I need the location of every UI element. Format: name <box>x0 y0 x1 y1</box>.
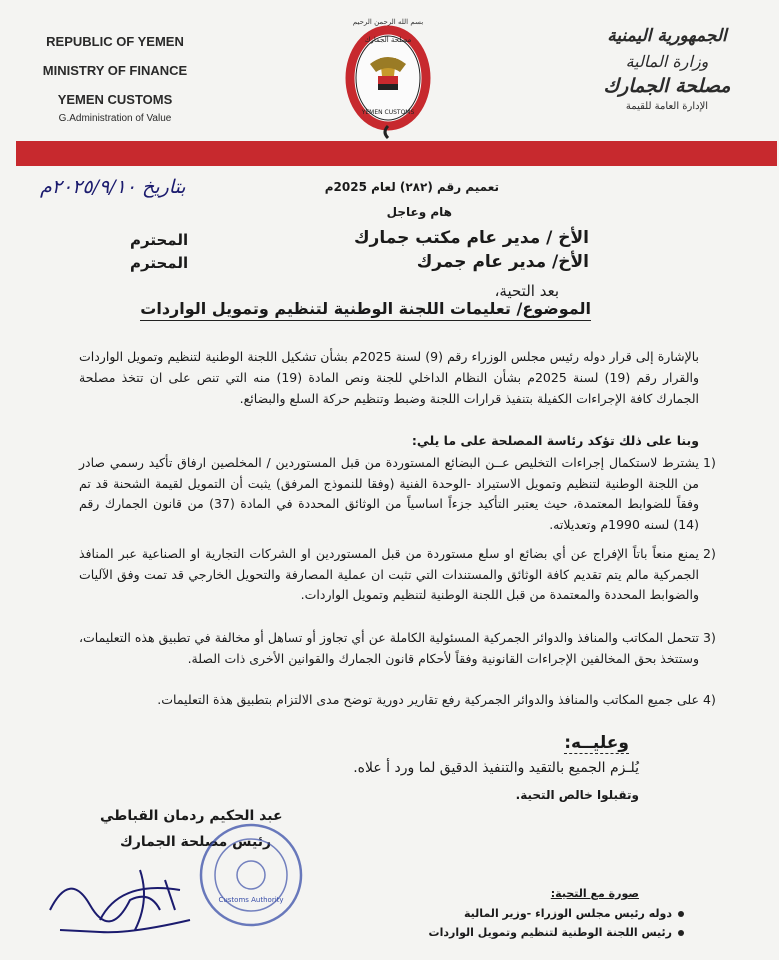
lead-in-paragraph: وبنا على ذلك تؤكد رئاسة المصلحة على ما يلي: <box>411 433 699 448</box>
closing-thanks: وتقبلوا خالص التحية. <box>515 788 639 802</box>
header-arabic <box>577 26 757 112</box>
intro-paragraph: بالإشارة إلى قرار دوله رئيس مجلس الوزراء رقم (9) لسنة 2025م بشأن تشكيل اللجنة الوطنية لتنظيم وتمويل الواردات والقرار رقم (19) لسنة 2025م بشأن النظام الداخلي للجنة ونص المادة (19) منه التي تنص على ان تتخذ مصلحة الجمارك كافة الإجراءات الكفيلة بتنفيذ قرارات اللجنة وضبط وتنظيم حركة السلع والبضائع. <box>79 349 700 406</box>
emblem-basmala: بسم الله الرحمن الرحيم <box>352 18 424 26</box>
letter-date: بتاريخ ٢٠٢٥/٩/١٠م <box>40 176 186 198</box>
copy-recipient: رئيس اللجنة الوطنية لتنظيم وتمويل الواردات <box>429 926 684 939</box>
header-customs: YEMEN CUSTOMS <box>57 92 173 107</box>
instruction-item <box>79 453 716 535</box>
header-ar-customs: مصلحة الجمارك <box>603 75 731 97</box>
recipient-2: الأخ/ مدير عام جمرك <box>416 252 589 272</box>
item-number: 4) <box>703 692 716 707</box>
instruction-item <box>79 544 716 606</box>
urgent-label: هام وعاجل <box>386 205 452 219</box>
item-number: 2) <box>703 546 716 561</box>
subject-line: الموضوع/ تعليمات اللجنة الوطنية لتنظيم وتمويل الواردات <box>140 299 591 321</box>
header-department: G.Administration of Value <box>58 113 172 124</box>
item-text: على جميع المكاتب والمنافذ والدوائر الجمركية رفع تقارير دورية توضح مدى الالتزام بتطبيق هذة التعليمات. <box>157 692 699 707</box>
honorific-2: المحترم <box>130 254 189 272</box>
header-red-band <box>16 141 777 166</box>
handwritten-signature <box>40 850 220 950</box>
header-ministry: MINISTRY OF FINANCE <box>42 63 188 78</box>
customs-emblem-logo <box>340 14 436 140</box>
item-number: 1) <box>703 455 716 470</box>
signatory-title: رئيس مصلحة الجمارك <box>120 834 272 850</box>
stamp-text: Customs Authority <box>218 896 284 904</box>
instruction-item <box>79 628 716 669</box>
header-country: REPUBLIC OF YEMEN <box>46 34 184 49</box>
header-ar-ministry: وزارة المالية <box>625 52 709 71</box>
instruction-item <box>79 690 716 711</box>
honorific-1: المحترم <box>130 231 189 249</box>
emblem-ring-text: YEMEN CUSTOMS <box>361 109 415 116</box>
emblem-ring-text-ar: مصلحة الجمارك <box>364 36 412 44</box>
greeting: بعد التحية، <box>494 282 559 300</box>
item-text: يشترط لاستكمال إجراءات التخليص عــن البضائع المستوردة من قبل المستوردين / المخلصين ارفاق تأكيد رسمي صادر من اللجنة الوطنية لتنظيم وتمويل الاستيراد -الوحدة الفنية (وفقا للنموذج المرفق) يثبت أن التمويل لقيمة الشحنة قد تم وفقاً للضوابط المعتمدة، حيث يعتبر التأكيد جزءاً اساسياً من الوثائق المحددة في المادة (37) من قانون الجمارك رقم (14) لسنه 1990م وتعديلاته. <box>79 455 700 532</box>
conclusion-text: يُلـزم الجميع بالتقيد والتنفيذ الدقيق لما ورد أ علاه. <box>353 760 639 776</box>
header-ar-department: الإدارة العامة للقيمة <box>625 101 709 112</box>
recipient-1: الأخ / مدير عام مكتب جمارك <box>353 228 589 248</box>
header-english <box>30 34 200 124</box>
item-text: يمنع منعاً باتاً الإفراج عن أي بضائع او سلع مستوردة من قبل المستوردين او الشركات التجارية او الصناعية عبر المنافذ الجمركية مالم يتم تقديم كافة الوثائق والمستندات التي تثبت ان عملية المصارفة والتحويل الخارجي قد تمت وفق الآليات والضوابط المحددة والمعتمدة من قبل اللجنة الوطنية لتنظيم وتمويل الواردات. <box>79 546 699 602</box>
header-ar-country: الجمهورية اليمنية <box>607 26 727 46</box>
signatory-name: عبد الحكيم ردمان القباطي <box>100 808 283 824</box>
circular-number: تعميم رقم (٢٨٢) لعام 2025م <box>324 180 499 194</box>
copy-recipient: دوله رئيس مجلس الوزراء -وزير المالية <box>464 907 684 920</box>
copy-heading: صورة مع التحية: <box>550 887 639 900</box>
conclusion-heading: وعليــه: <box>564 733 629 753</box>
item-text: تتحمل المكاتب والمنافذ والدوائر الجمركية المسئولية الكاملة عن أي تجاوز أو تساهل أو مخالفة في تطبيق هذه التعليمات، وستتخذ بحق المخالفين الإجراءات القانونية وفقاً لأحكام قانون الجمارك والقوانين الأخرى ذات الصلة. <box>79 630 699 666</box>
item-number: 3) <box>703 630 716 645</box>
